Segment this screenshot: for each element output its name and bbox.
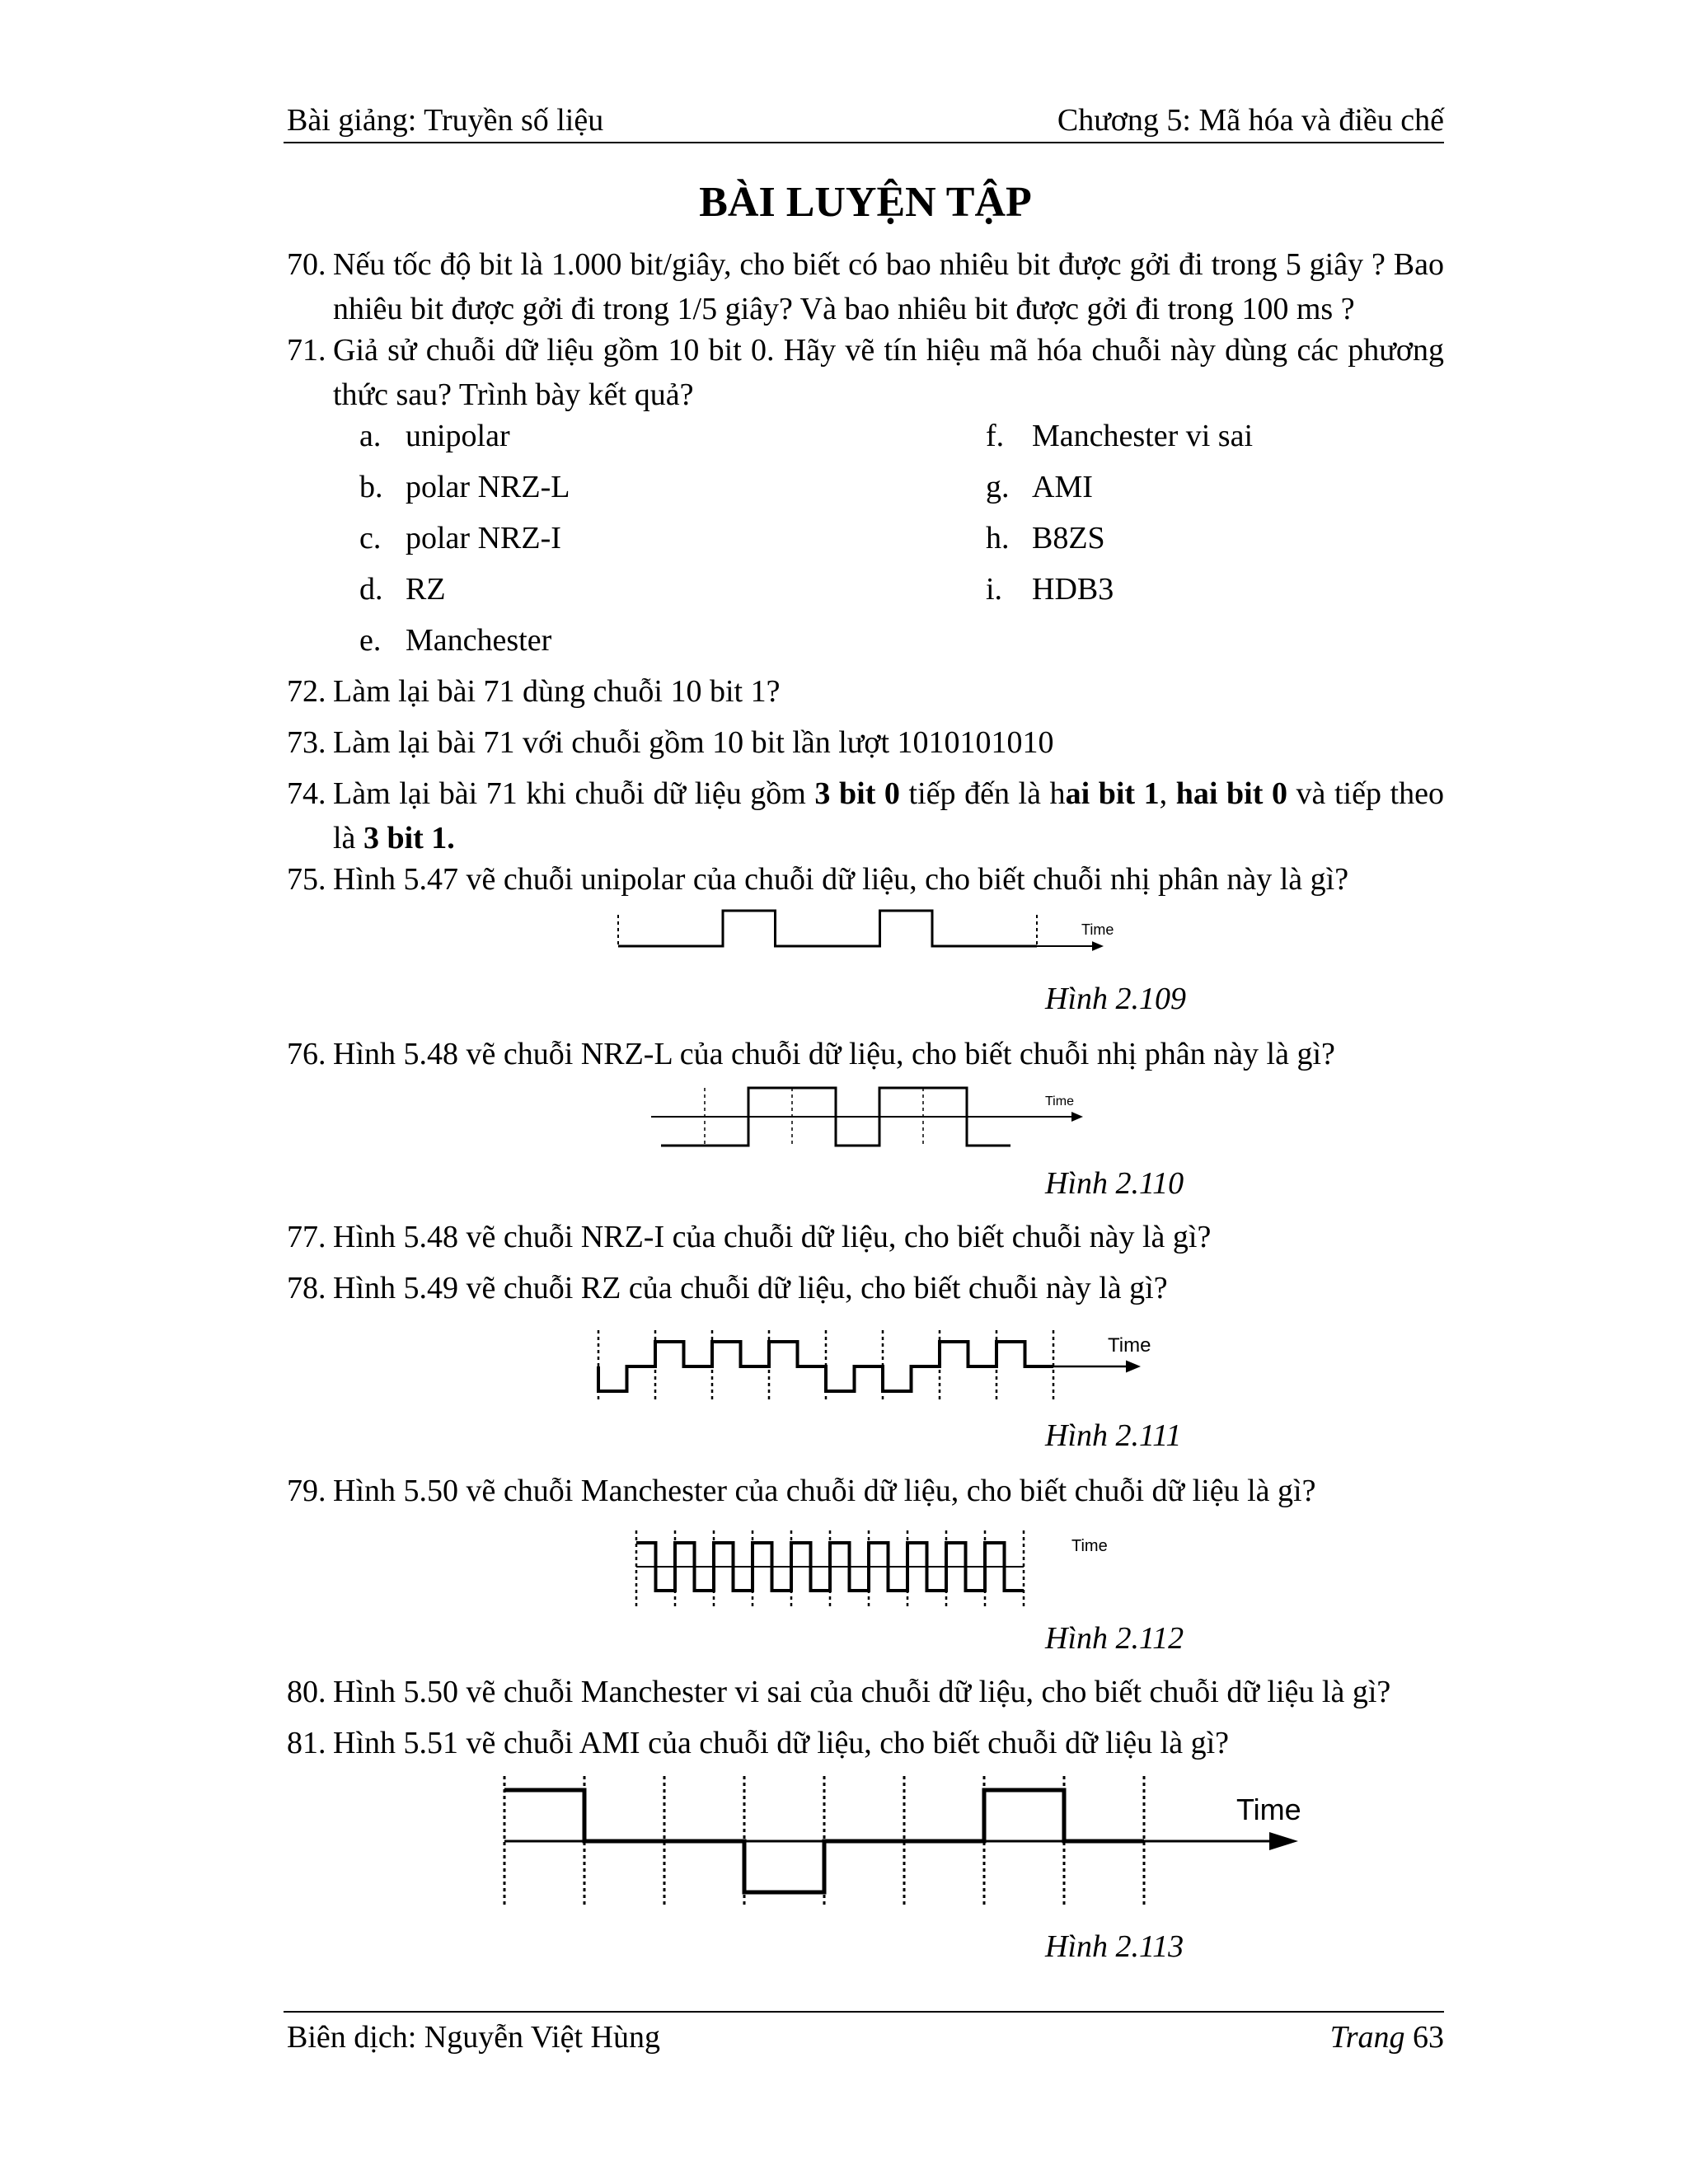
- question-number: 75.: [287, 862, 326, 897]
- question-text: Làm lại bài 71 với chuỗi gồm 10 bit lần lượt 1010101010: [333, 725, 1054, 760]
- footer-translator: Biên dịch: Nguyễn Việt Hùng: [287, 2020, 660, 2055]
- question-text: Hình 5.48 vẽ chuỗi NRZ-L của chuỗi dữ liệu, cho biết chuỗi nhị phân này là gì?: [333, 1037, 1335, 1071]
- time-axis-label: Time: [1045, 1094, 1074, 1108]
- option-letter: e.: [359, 623, 382, 658]
- signal-waveform: [618, 911, 1037, 946]
- question-text: Hình 5.47 vẽ chuỗi unipolar của chuỗi dữ liệu, cho biết chuỗi nhị phân này là gì?: [333, 862, 1349, 897]
- question-text: Hình 5.48 vẽ chuỗi NRZ-I của chuỗi dữ liệu, cho biết chuỗi này là gì?: [333, 1220, 1212, 1254]
- option-g: [986, 465, 1093, 509]
- question-78: [287, 1266, 1444, 1310]
- option-h: [986, 516, 1105, 560]
- text-run: Làm lại bài 71 khi chuỗi dữ liệu gồm: [333, 776, 815, 811]
- option-label: polar NRZ-L: [406, 470, 570, 504]
- page-title: BÀI LUYỆN TẬP: [699, 179, 1032, 226]
- question-79: [287, 1469, 1444, 1513]
- figure-nrz-l-signal: [651, 1080, 1096, 1162]
- time-axis-arrowhead: [1269, 1832, 1298, 1850]
- option-label: AMI: [1032, 470, 1093, 504]
- option-label: B8ZS: [1032, 521, 1105, 555]
- question-number: 76.: [287, 1037, 326, 1071]
- question-71: [287, 328, 1444, 417]
- question-text: Hình 5.51 vẽ chuỗi AMI của chuỗi dữ liệu, cho biết chuỗi dữ liệu là gì?: [333, 1726, 1230, 1760]
- option-letter: c.: [359, 521, 382, 555]
- bold-run: hai bit 0: [1175, 776, 1287, 811]
- option-d: [359, 567, 446, 612]
- option-c: [359, 516, 561, 560]
- question-72: [287, 669, 1444, 714]
- question-text: Làm lại bài 71 dùng chuỗi 10 bit 1?: [333, 674, 781, 709]
- question-number: 77.: [287, 1220, 326, 1254]
- header-chapter: Chương 5: Mã hóa và điều chế: [1057, 103, 1444, 138]
- option-label: Manchester: [406, 623, 552, 658]
- figure-caption-109: Hình 2.109: [1045, 982, 1186, 1016]
- option-b: [359, 465, 570, 509]
- time-axis-arrowhead: [1092, 941, 1104, 951]
- question-70: [287, 242, 1444, 331]
- question-number: 78.: [287, 1271, 326, 1305]
- footer-rule: [284, 2011, 1444, 2013]
- header-course: Bài giảng: Truyền số liệu: [287, 103, 604, 138]
- option-label: Manchester vi sai: [1032, 419, 1254, 453]
- question-number: 80.: [287, 1675, 326, 1709]
- option-e: [359, 618, 551, 663]
- question-text: Hình 5.50 vẽ chuỗi Manchester vi sai của chuỗi dữ liệu, cho biết chuỗi dữ liệu là gì?: [333, 1675, 1391, 1709]
- question-number: 73.: [287, 725, 326, 760]
- question-number: 70.: [287, 247, 326, 282]
- question-number: 79.: [287, 1474, 326, 1508]
- option-letter: f.: [986, 419, 1005, 453]
- text-run: ,: [1159, 776, 1176, 811]
- question-text: [333, 771, 1444, 860]
- option-a: [359, 414, 510, 458]
- time-axis-label: Time: [1081, 921, 1114, 938]
- option-letter: g.: [986, 470, 1010, 504]
- text-run: và tiếp theo là: [333, 776, 1444, 855]
- option-label: HDB3: [1032, 572, 1114, 607]
- option-letter: a.: [359, 419, 382, 453]
- figure-rz-signal: [590, 1324, 1167, 1406]
- option-label: RZ: [406, 572, 446, 607]
- question-81: [287, 1721, 1444, 1765]
- text-run: tiếp đến là h: [899, 776, 1066, 811]
- bold-run: 3 bit 0: [814, 776, 900, 811]
- figure-unipolar-signal: [610, 907, 1137, 964]
- figure-ami-signal: [495, 1772, 1319, 1912]
- footer-page-label: Trang: [1329, 2020, 1405, 2055]
- option-label: unipolar: [406, 419, 510, 453]
- bold-run: 3 bit 1.: [363, 821, 455, 855]
- option-letter: i.: [986, 572, 1003, 607]
- signal-waveform: [598, 1342, 1053, 1391]
- question-number: 74.: [287, 776, 326, 811]
- figure-caption-111: Hình 2.111: [1045, 1418, 1182, 1453]
- time-axis-label: Time: [1108, 1334, 1151, 1357]
- option-f: [986, 414, 1253, 458]
- time-axis-arrowhead: [1126, 1361, 1141, 1373]
- figure-caption-112: Hình 2.112: [1045, 1621, 1184, 1656]
- footer-page-value: 63: [1413, 2020, 1444, 2055]
- question-text: Giả sử chuỗi dữ liệu gồm 10 bit 0. Hãy vẽ tín hiệu mã hóa chuỗi này dùng các phương thức sau? Trình bày kết quả?: [333, 333, 1444, 412]
- option-letter: d.: [359, 572, 383, 607]
- signal-waveform: [636, 1543, 1024, 1591]
- figure-caption-110: Hình 2.110: [1045, 1166, 1184, 1201]
- question-text: Hình 5.49 vẽ chuỗi RZ của chuỗi dữ liệu, cho biết chuỗi này là gì?: [333, 1271, 1168, 1305]
- footer-page-number: [1330, 2019, 1444, 2055]
- option-label: polar NRZ-I: [406, 521, 561, 555]
- question-75: [287, 857, 1444, 902]
- time-axis-label: Time: [1071, 1537, 1108, 1555]
- question-80: [287, 1670, 1444, 1714]
- question-76: [287, 1032, 1444, 1076]
- question-number: 72.: [287, 674, 326, 709]
- option-letter: b.: [359, 470, 383, 504]
- question-73: [287, 720, 1444, 765]
- question-text: Hình 5.50 vẽ chuỗi Manchester của chuỗi dữ liệu, cho biết chuỗi dữ liệu là gì?: [333, 1474, 1316, 1508]
- time-axis-label: Time: [1236, 1793, 1301, 1826]
- time-axis-arrowhead: [1071, 1112, 1083, 1122]
- question-number: 81.: [287, 1726, 326, 1760]
- figure-caption-113: Hình 2.113: [1045, 1929, 1184, 1964]
- figure-manchester-signal: [626, 1526, 1121, 1609]
- option-i: [986, 567, 1114, 612]
- header-rule: [284, 142, 1444, 143]
- question-number: 71.: [287, 333, 326, 368]
- option-letter: h.: [986, 521, 1010, 555]
- question-77: [287, 1215, 1444, 1259]
- question-text: Nếu tốc độ bit là 1.000 bit/giây, cho biết có bao nhiêu bit được gởi đi trong 5 giây ? Bao nhiêu bit được gởi đi trong 1/5 giây? Và bao nhiêu bit được gởi đi trong 100 ms ?: [333, 247, 1444, 326]
- question-74: [287, 771, 1444, 860]
- bold-run: ai bit 1: [1065, 776, 1160, 811]
